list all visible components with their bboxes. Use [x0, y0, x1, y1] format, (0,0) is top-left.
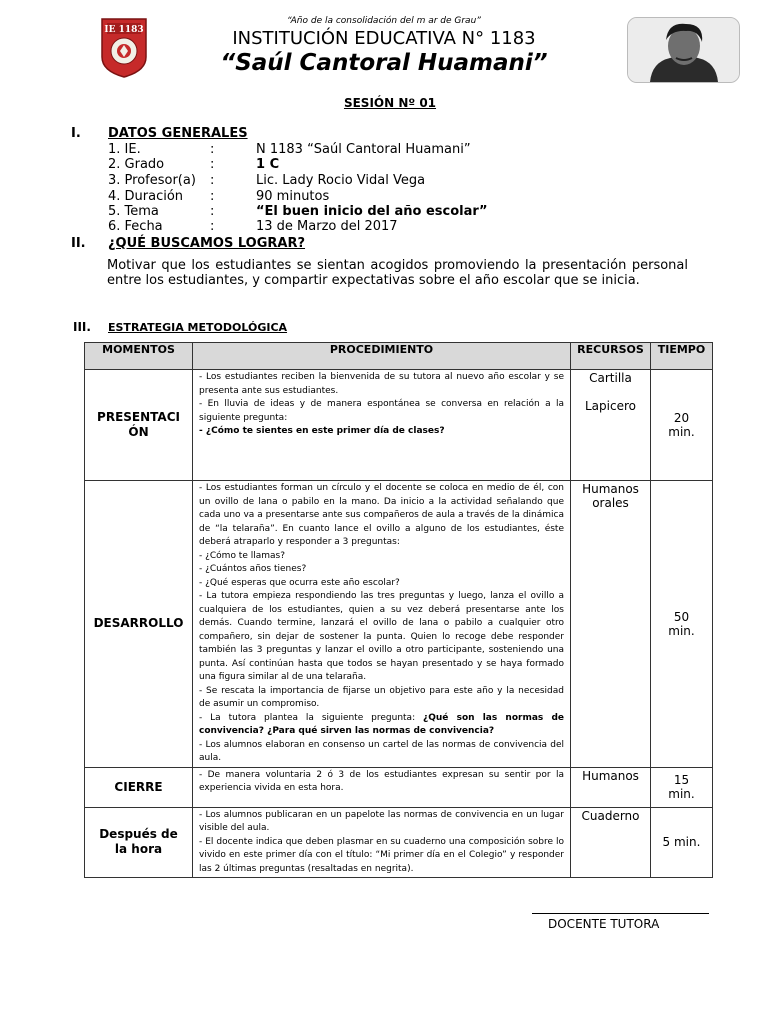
resource-item: Cartilla [589, 371, 632, 385]
moment-label: PRESENTACIÓN [85, 370, 193, 481]
datos-label: 6. Fecha [108, 219, 163, 234]
resources-cell [571, 807, 651, 878]
strategy-table [84, 342, 713, 878]
datos-value: Lic. Lady Rocio Vidal Vega [256, 173, 426, 188]
datos-label: 3. Profesor(a) [108, 173, 196, 188]
session-title: SESIÓN Nº 01 [343, 96, 437, 110]
procedure-item: - La tutora plantea la siguiente pregunta: ¿Qué son las normas de convivencia? ¿Para qué sirven las normas de convivencia? [199, 712, 564, 736]
time-cell: 50 min. [651, 481, 713, 768]
section-3-title: ESTRATEGIA METODOLÓGICA [108, 321, 288, 334]
datos-label: 2. Grado [108, 157, 165, 172]
section-3-number: III. [73, 320, 91, 334]
procedure-item: - Los alumnos elaboran en consenso un cartel de las normas de convivencia del aula. [199, 739, 564, 763]
resource-item: orales [592, 496, 629, 510]
time-cell: 20 min. [651, 370, 713, 481]
section-2-number: II. [71, 236, 86, 251]
datos-colon: : [210, 142, 215, 157]
section-1-title: DATOS GENERALES [108, 126, 248, 141]
header-procedimiento: PROCEDIMIENTO [193, 343, 571, 370]
procedure-item: - Los estudiantes forman un círculo y el docente se coloca en medio de él, con un ovillo de lana o pabilo en la mano. Da inicio a la actividad señalando que cada uno va a presentarse ante sus compañeros de aula a través de la dinámica de “la telaraña”. En cuanto lance el ovillo a alguno de los estudiantes, éste deberá atraparlo y responder a 3 preguntas: [199, 483, 564, 547]
procedure-item: - ¿Qué esperas que ocurra este año escolar? [199, 577, 400, 588]
header-recursos: RECURSOS [571, 343, 651, 370]
procedure-item: - ¿Cómo te sientes en este primer día de clases? [199, 426, 445, 436]
procedure-cell [193, 767, 571, 807]
table-row-despues [85, 807, 713, 878]
signature-line [532, 913, 709, 914]
time-cell: 15 min. [651, 767, 713, 807]
school-name: “Saúl Cantoral Huamani” [220, 50, 548, 76]
resource-item: Cuaderno [581, 808, 640, 823]
datos-value: 13 de Marzo del 2017 [256, 219, 398, 234]
datos-colon: : [210, 173, 215, 188]
datos-value: 1 C [256, 157, 280, 172]
header-tiempo: TIEMPO [651, 343, 713, 370]
procedure-item: - En lluvia de ideas y de manera espontánea se conversa en relación a la siguiente pregunta: [199, 399, 564, 423]
moment-label: DESARROLLO [85, 481, 193, 768]
institution-title: INSTITUCIÓN EDUCATIVA N° 1183 [232, 28, 536, 49]
datos-value: N 1183 “Saúl Cantoral Huamani” [256, 142, 471, 157]
procedure-item: - Los alumnos publicaran en un papelote las normas de convivencia en un lugar visible del aula. [199, 809, 564, 833]
datos-label: 4. Duración [108, 189, 184, 204]
objective-paragraph: Motivar que los estudiantes se sientan acogidos promoviendo la presentación personal entre los estudiantes, y compartir expectativas sobre el año escolar que se inicia. [107, 258, 688, 288]
procedure-item: - ¿Cómo te llamas? [199, 550, 286, 561]
datos-colon: : [210, 204, 215, 219]
datos-colon: : [210, 189, 215, 204]
procedure-item: - Se rescata la importancia de fijarse un objetivo para este año y la necesidad de asumir un compromiso. [199, 685, 564, 709]
moment-label: Después de la hora [85, 807, 193, 878]
resources-cell [571, 370, 651, 481]
signature-label: DOCENTE TUTORA [548, 917, 660, 931]
table-row-presentacion [85, 370, 713, 481]
datos-value: “El buen inicio del año escolar” [256, 204, 488, 219]
patron-portrait [627, 17, 740, 83]
procedure-cell [193, 807, 571, 878]
moment-label: CIERRE [85, 767, 193, 807]
datos-label: 1. IE. [108, 142, 141, 157]
procedure-cell [193, 481, 571, 768]
logo-label: IE 1183 [104, 25, 144, 35]
resource-item: Humanos [582, 768, 639, 783]
resource-item: Humanos [582, 482, 639, 496]
datos-label: 5. Tema [108, 204, 159, 219]
section-1-number: I. [71, 126, 81, 141]
procedure-item: - El docente indica que deben plasmar en su cuaderno una composición sobre lo vivido en este primer día con el título: “Mi primer día en el Colegio” y responder las 2 últimas preguntas (resaltadas en negrita). [199, 836, 564, 874]
resource-item: Lapicero [585, 399, 636, 413]
time-cell: 5 min. [651, 807, 713, 878]
procedure-item: - Los estudiantes reciben la bienvenida de su tutora al nuevo año escolar y se presenta ante sus estudiantes. [199, 372, 564, 396]
table-row-cierre [85, 767, 713, 807]
table-row-desarrollo [85, 481, 713, 768]
datos-colon: : [210, 219, 215, 234]
procedure-item: - ¿Cuántos años tienes? [199, 564, 307, 574]
procedure-item: - De manera voluntaria 2 ó 3 de los estudiantes expresan su sentir por la experiencia vivida en esta hora. [199, 769, 564, 793]
datos-value: 90 minutos [256, 189, 330, 204]
motto: “Año de la consolidación del m ar de Grau” [287, 16, 481, 26]
datos-colon: : [210, 157, 215, 172]
resources-cell [571, 767, 651, 807]
procedure-item: - La tutora empieza respondiendo las tres preguntas y luego, lanza el ovillo a cualquiera de los estudiantes, quien a su vez deberá presentarse ante los demás. Cuando termine, lanzará el ovillo de lana o pabilo a cualquier otro compañero, sin dejar de sostener la punta. Quien lo recoge debe responder también las 3 preguntas y lanzar el ovillo a otro participante, sosteniendo una punta. Así continúan hasta que todos se hayan presentado y se haya formado una figura similar al de una telaraña. [199, 591, 564, 682]
procedure-cell [193, 370, 571, 481]
header-momentos: MOMENTOS [85, 343, 193, 370]
section-2-title: ¿QUÉ BUSCAMOS LOGRAR? [108, 236, 306, 251]
resources-cell [571, 481, 651, 768]
